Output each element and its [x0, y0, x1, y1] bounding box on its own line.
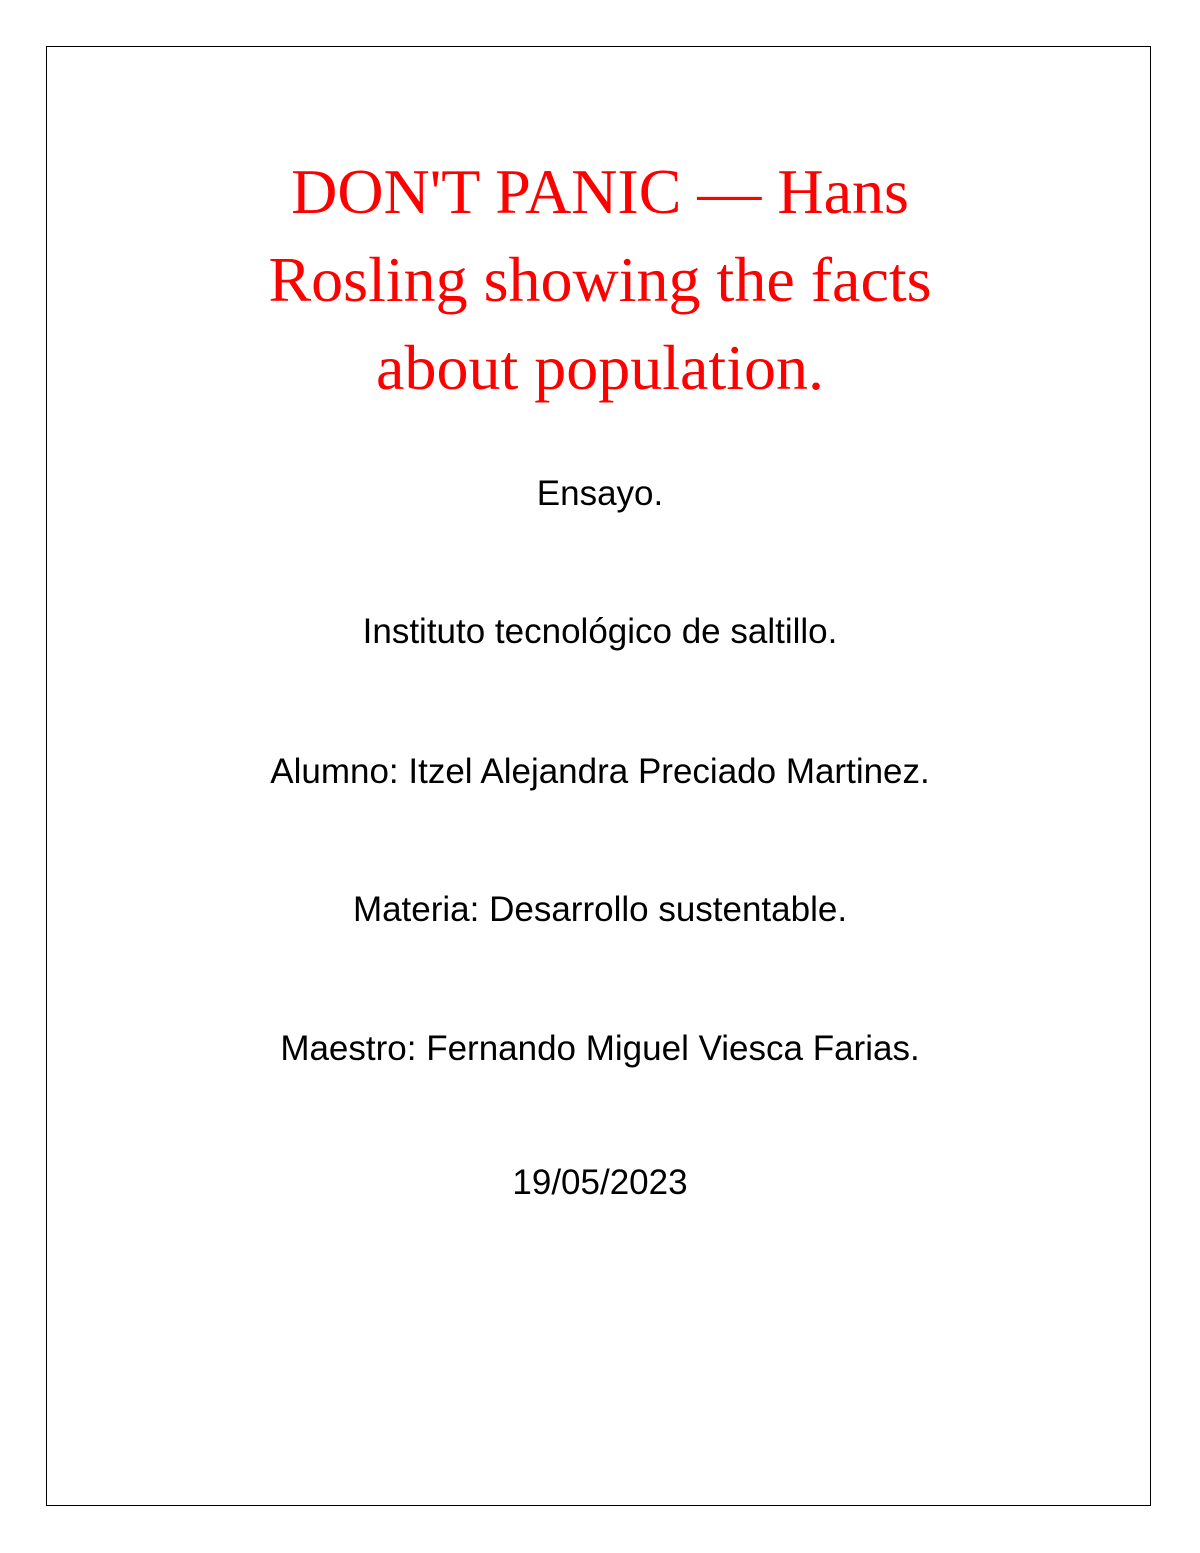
- title-line-2: Rosling showing the facts: [268, 244, 932, 315]
- document-type: Ensayo.: [536, 474, 664, 513]
- title-line-3: about population.: [376, 332, 824, 403]
- institution-name: Instituto tecnológico de saltillo.: [362, 612, 838, 651]
- document-title: [0, 148, 1200, 412]
- subject-name: Materia: Desarrollo sustentable.: [352, 890, 848, 929]
- document-date: 19/05/2023: [512, 1163, 688, 1202]
- student-name: Alumno: Itzel Alejandra Preciado Martinez.: [270, 752, 930, 791]
- teacher-name: Maestro: Fernando Miguel Viesca Farias.: [280, 1029, 920, 1068]
- title-line-1: DON'T PANIC — Hans: [291, 156, 909, 227]
